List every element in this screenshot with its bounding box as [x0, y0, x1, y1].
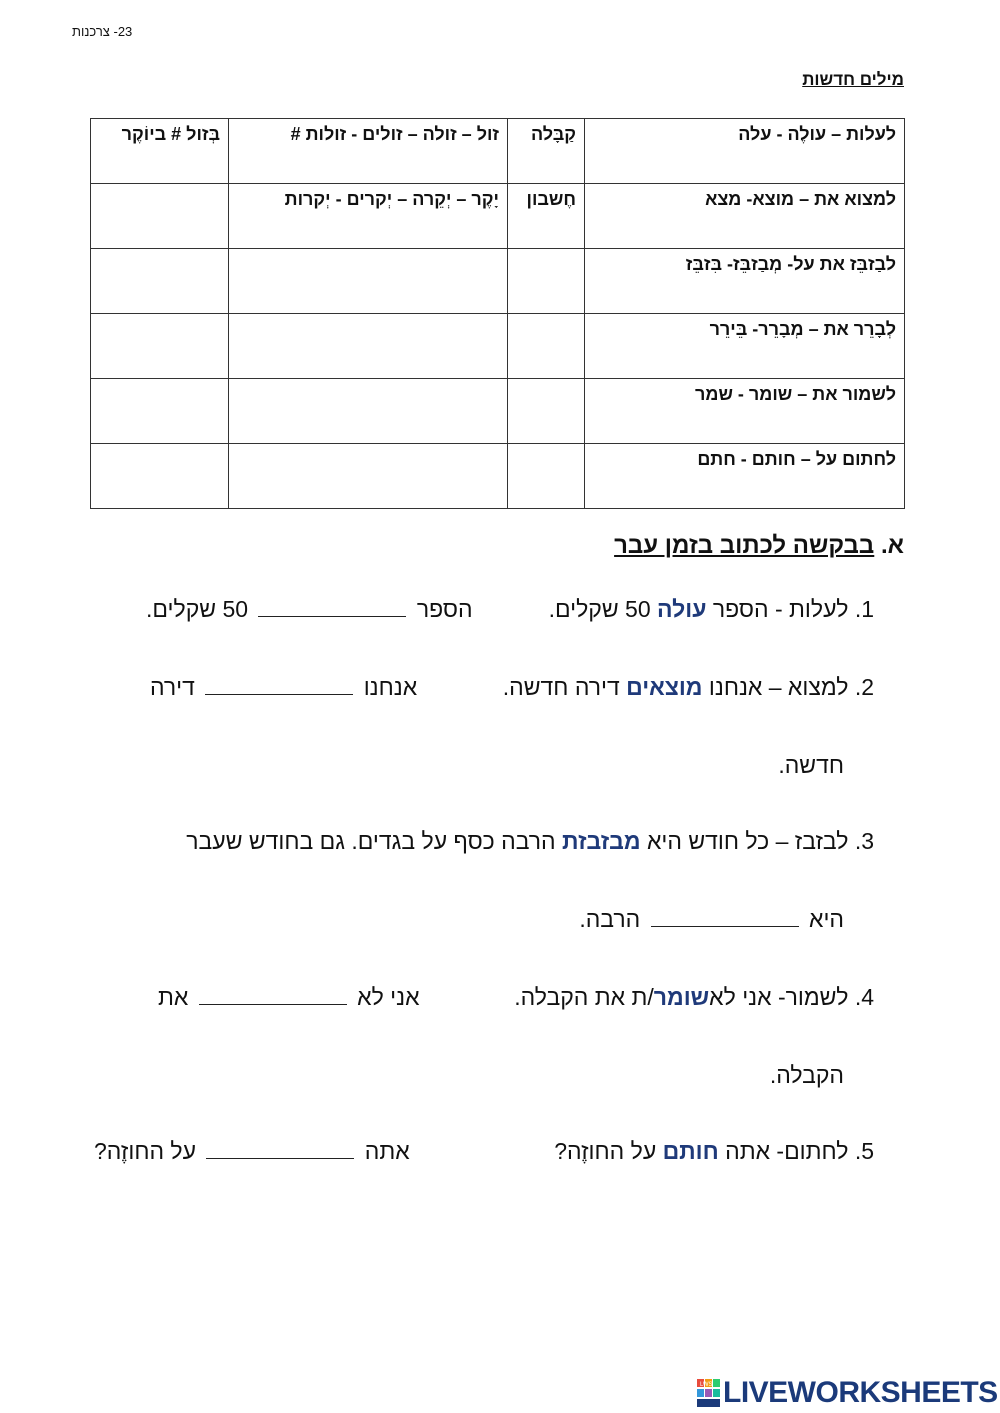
exercise-title	[614, 532, 904, 560]
liveworksheets-logo-icon	[697, 1379, 721, 1407]
liveworksheets-logo	[697, 1378, 998, 1408]
table-cell	[91, 379, 229, 444]
table-cell: לחתום על – חותם - חתם	[585, 444, 905, 509]
exercise-item-2: 2. למצוא – אנחנו מוצאים דירה חדשה.	[502, 674, 874, 700]
table-row	[91, 249, 905, 314]
table-cell	[508, 249, 585, 314]
table-cell: בְּזול # ביוֹקֶר	[91, 119, 229, 184]
worksheet-header-note: 23- צרכנות	[72, 24, 133, 39]
table-cell	[508, 314, 585, 379]
table-row	[91, 314, 905, 379]
table-cell	[229, 314, 508, 379]
exercise-item-3: 3. לבזבז – כל חודש היא מבזבזת הרבה כסף על בגדים. גם בחודש שעבר	[186, 828, 874, 854]
table-cell: לשמור את – שומר - שמר	[585, 379, 905, 444]
svg-text:LWS: LWS	[700, 1382, 713, 1388]
table-cell: חֶשבון	[508, 184, 585, 249]
table-row	[91, 379, 905, 444]
table-cell	[508, 444, 585, 509]
exercise-item-5: 5. לחתום- אתה חותם על החוזֶה?	[554, 1138, 874, 1164]
exercise-item-4-continued: הקבלה.	[769, 1062, 844, 1088]
vocabulary-table	[90, 118, 905, 509]
exercise-item-2-continued: חדשה.	[778, 752, 844, 778]
table-row	[91, 119, 905, 184]
table-cell	[508, 379, 585, 444]
table-cell	[91, 184, 229, 249]
exercise-letter: א.	[880, 532, 904, 559]
answer-blank-4[interactable]	[199, 984, 347, 1005]
table-cell	[91, 444, 229, 509]
table-row	[91, 184, 905, 249]
table-cell: לבַזבֵּז את על- מְבַזבֵּז- בִּזבֵּז	[585, 249, 905, 314]
table-cell: למצוא את – מוצא- מצא	[585, 184, 905, 249]
exercise-answer-2: אנחנו דירה	[150, 674, 418, 700]
table-cell	[91, 314, 229, 379]
table-row	[91, 444, 905, 509]
exercise-answer-5: אתה על החוזֶה?	[94, 1138, 410, 1164]
table-cell: יָקֶר – יְקֵרה – יְקרים - יְקרות	[229, 184, 508, 249]
table-cell: קַבָּלה	[508, 119, 585, 184]
table-cell	[229, 379, 508, 444]
table-cell: לְבָרֵר את – מְבָרֵר- בֵּירֵר	[585, 314, 905, 379]
table-cell	[229, 249, 508, 314]
exercise-item-4: 4. לשמור- אני לאשומר/ת את הקבלה.	[514, 984, 874, 1010]
exercise-answer-3: היא הרבה.	[579, 906, 844, 932]
exercise-instruction: בבקשה לכתוב בזמן עבר	[614, 532, 875, 559]
table-cell: לעלות – עולֶה - עלה	[585, 119, 905, 184]
table-cell	[229, 444, 508, 509]
new-words-title: מילים חדשות	[802, 70, 904, 89]
table-cell	[91, 249, 229, 314]
exercise-answer-4: אני לא את	[158, 984, 420, 1010]
answer-blank-5[interactable]	[206, 1138, 354, 1159]
answer-blank-3[interactable]	[651, 906, 799, 927]
answer-blank-2[interactable]	[205, 674, 353, 695]
exercise-answer-1: הספר 50 שקלים.	[146, 596, 473, 622]
answer-blank-1[interactable]	[258, 596, 406, 617]
liveworksheets-brand: LIVEWORKSHEETS	[723, 1376, 998, 1409]
exercise-item-1: 1. לעלות - הספר עולה 50 שקלים.	[548, 596, 874, 622]
table-cell: זול – זולה – זולים - זולות #	[229, 119, 508, 184]
